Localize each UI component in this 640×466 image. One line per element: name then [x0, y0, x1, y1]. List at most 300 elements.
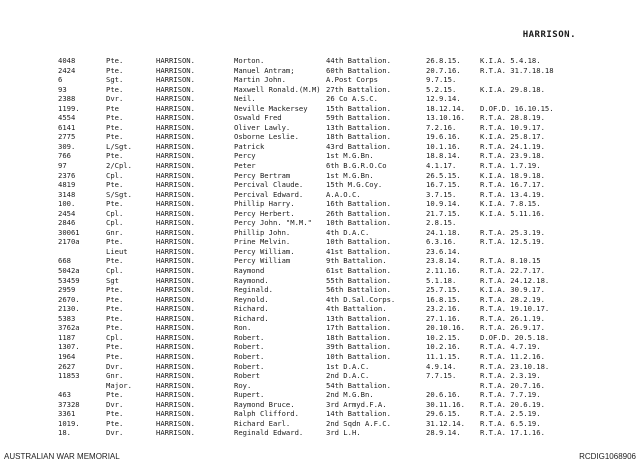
surname: HARRISON. [156, 399, 195, 409]
list-item [58, 75, 606, 85]
enlistment-date: 25.7.15. [426, 285, 461, 295]
unit: 10th Battalion. [326, 237, 391, 247]
unit: 14th Battalion. [326, 409, 391, 419]
rank: S/Sgt. [106, 189, 132, 199]
rank: Pte. [106, 390, 124, 400]
rank: Pte. [106, 122, 124, 132]
enlistment-date: 18.12.14. [426, 103, 465, 113]
surname: HARRISON. [156, 380, 195, 390]
given-names: Raymond [234, 266, 265, 276]
enlistment-date: 26.8.15. [426, 56, 461, 65]
service-number: 53459 [58, 275, 80, 285]
fate: R.T.A. 23.10.18. [480, 361, 550, 371]
surname: HARRISON. [156, 94, 195, 104]
surname: HARRISON. [156, 199, 195, 209]
fate: R.T.A. 10.9.17. [480, 122, 545, 132]
rank: Dvr. [106, 399, 124, 409]
enlistment-date: 7.7.15. [426, 371, 457, 381]
given-names: Maxwell Ronald.(M.M) [234, 84, 321, 94]
service-number: 2130. [58, 304, 80, 314]
surname: HARRISON. [156, 313, 195, 323]
given-names: Manuel Antram; [234, 65, 295, 75]
service-number: 6141 [58, 122, 76, 132]
given-names: Roy. [234, 380, 252, 390]
list-item [58, 323, 606, 333]
list-item [58, 237, 606, 247]
service-number: 4048 [58, 56, 76, 65]
enlistment-date: 10.9.14. [426, 199, 461, 209]
surname: HARRISON. [156, 132, 195, 142]
rank: Pte. [106, 418, 124, 428]
service-number: 30061 [58, 227, 80, 237]
list-item [58, 400, 606, 410]
rank: Cpl. [106, 266, 124, 276]
unit: 18th Battalion. [326, 332, 391, 342]
list-item [58, 161, 606, 171]
service-number: 766 [58, 151, 71, 161]
fate: R.T.A. 19.10.17. [480, 304, 550, 314]
rank: Sgt. [106, 75, 124, 85]
enlistment-date: 24.1.18. [426, 227, 461, 237]
list-item [58, 85, 606, 95]
fate: R.T.A. 20.6.19. [480, 399, 545, 409]
service-number: 5383 [58, 313, 76, 323]
list-item [58, 295, 606, 305]
fate: D.OF.D. 20.5.18. [480, 332, 550, 342]
surname: HARRISON. [156, 418, 195, 428]
unit: 3rd L.H. [326, 428, 361, 438]
fate: R.T.A. 24.1.19. [480, 141, 545, 151]
unit: A.Post Corps [326, 75, 378, 85]
surname: HARRISON. [156, 428, 195, 438]
service-number: 18. [58, 428, 71, 438]
enlistment-date: 20.10.16. [426, 323, 465, 333]
fate: R.T.A. 6.5.19. [480, 418, 541, 428]
unit: 2nd D.A.C. [326, 371, 370, 381]
rank: Major. [106, 380, 132, 390]
unit: 44th Battalion. [326, 56, 391, 65]
list-item [58, 247, 606, 257]
service-number: 5042a [58, 266, 80, 276]
enlistment-date: 7.2.16. [426, 122, 457, 132]
fate: R.T.A. 2.5.19. [480, 409, 541, 419]
given-names: Ron. [234, 323, 252, 333]
rank: Pte. [106, 342, 124, 352]
rank: Pte. [106, 323, 124, 333]
enlistment-date: 23.8.14. [426, 256, 461, 266]
unit: 3rd Armyd.F.A. [326, 399, 387, 409]
rank: Pte. [106, 65, 124, 75]
rank: Pte. [106, 180, 124, 190]
rank: Pte [106, 103, 119, 113]
surname: HARRISON. [156, 189, 195, 199]
enlistment-date: 20.6.16. [426, 390, 461, 400]
service-number: 1964 [58, 351, 76, 361]
service-number: 3148 [58, 189, 76, 199]
fate: R.T.A. 20.7.16. [480, 380, 545, 390]
enlistment-date: 28.9.14. [426, 428, 461, 438]
given-names: Morton. [234, 56, 265, 65]
rank: Dvr. [106, 361, 124, 371]
service-number: 2627 [58, 361, 76, 371]
fate: R.T.A. 28.8.19. [480, 113, 545, 123]
service-number: 1199. [58, 103, 80, 113]
fate: K.I.A. 18.9.18. [480, 170, 545, 180]
surname: HARRISON. [156, 237, 195, 247]
fate: R.T.A. 16.7.17. [480, 180, 545, 190]
fate: K.I.A. 7.8.15. [480, 199, 541, 209]
rank: Dvr. [106, 428, 124, 438]
unit: 4th Battalion. [326, 304, 387, 314]
enlistment-date: 2.8.15. [426, 218, 457, 228]
list-item [58, 304, 606, 314]
list-item [58, 371, 606, 381]
unit: 61st Battalion. [326, 266, 391, 276]
unit: 26 Co A.S.C. [326, 94, 378, 104]
service-number: 11853 [58, 371, 80, 381]
given-names: Patrick [234, 141, 265, 151]
surname: HARRISON. [156, 113, 195, 123]
unit: 43rd Battalion. [326, 141, 391, 151]
list-item [58, 256, 606, 266]
fate: R.T.A. 7.7.19. [480, 390, 541, 400]
list-item [58, 132, 606, 142]
service-number: 1019. [58, 418, 80, 428]
given-names: Phillip Harry. [234, 199, 295, 209]
surname: HARRISON. [156, 285, 195, 295]
given-names: Raymond. [234, 275, 269, 285]
list-item [58, 94, 606, 104]
surname: HARRISON. [156, 256, 195, 266]
unit: 18th Battalion. [326, 132, 391, 142]
surname: HARRISON. [156, 208, 195, 218]
surname: HARRISON. [156, 56, 195, 65]
given-names: Oliver Lawly. [234, 122, 291, 132]
unit: 2nd Sqdn A.F.C. [326, 418, 391, 428]
list-item [58, 342, 606, 352]
unit: 13th Battalion. [326, 313, 391, 323]
fate: R.T.A. 22.7.17. [480, 266, 545, 276]
fate: K.I.A. 25.8.17. [480, 132, 545, 142]
enlistment-date: 23.6.14. [426, 246, 461, 256]
service-number: 309. [58, 141, 76, 151]
enlistment-date: 16.8.15. [426, 294, 461, 304]
enlistment-date: 12.9.14. [426, 94, 461, 104]
service-number: 93 [58, 84, 67, 94]
list-item [58, 333, 606, 343]
given-names: Percy William. [234, 246, 295, 256]
unit: 55th Battalion. [326, 275, 391, 285]
fate: R.T.A. 11.2.16. [480, 351, 545, 361]
list-item [58, 151, 606, 161]
service-number: 2775 [58, 132, 76, 142]
list-item [58, 142, 606, 152]
surname: HARRISON. [156, 390, 195, 400]
given-names: Reginald. [234, 285, 273, 295]
enlistment-date: 26.5.15. [426, 170, 461, 180]
surname: HARRISON. [156, 161, 195, 171]
given-names: Percy John. "M.M." [234, 218, 312, 228]
surname: HARRISON. [156, 180, 195, 190]
unit: 41st Battalion. [326, 246, 391, 256]
fate: R.T.A. 17.1.16. [480, 428, 545, 438]
rank: Pte. [106, 151, 124, 161]
unit: 6th B.G.R.O.Co [326, 161, 387, 171]
fate: R.T.A. 24.12.18. [480, 275, 550, 285]
rank: Dvr. [106, 94, 124, 104]
unit: 39th Battalion. [326, 342, 391, 352]
enlistment-date: 19.6.16. [426, 132, 461, 142]
unit: 1st M.G.Bn. [326, 170, 374, 180]
surname: HARRISON. [156, 141, 195, 151]
enlistment-date: 16.7.15. [426, 180, 461, 190]
enlistment-date: 21.7.15. [426, 208, 461, 218]
list-item [58, 171, 606, 181]
given-names: Percy [234, 151, 256, 161]
given-names: Robert. [234, 361, 265, 371]
unit: 27th Battalion. [326, 84, 391, 94]
enlistment-date: 18.8.14. [426, 151, 461, 161]
enlistment-date: 4.1.17. [426, 161, 457, 171]
given-names: Rupert. [234, 390, 265, 400]
rank: Pte. [106, 113, 124, 123]
surname: HARRISON. [156, 103, 195, 113]
unit: 60th Battalion. [326, 65, 391, 75]
surname: HARRISON. [156, 75, 195, 85]
list-item [58, 190, 606, 200]
surname: HARRISON. [156, 371, 195, 381]
unit: 13th Battalion. [326, 122, 391, 132]
fate: R.T.A. 28.2.19. [480, 294, 545, 304]
fate: R.T.A. 26.9.17. [480, 323, 545, 333]
list-item [58, 390, 606, 400]
rank: Pte. [106, 132, 124, 142]
surname: HARRISON. [156, 218, 195, 228]
surname: HARRISON. [156, 342, 195, 352]
list-item [58, 199, 606, 209]
unit: 10th Battalion. [326, 351, 391, 361]
list-item [58, 352, 606, 362]
enlistment-date: 9.7.15. [426, 75, 457, 85]
page-title: HARRISON. [522, 30, 576, 40]
list-item [58, 228, 606, 238]
given-names: Robert. [234, 351, 265, 361]
given-names: Raymond Bruce. [234, 399, 295, 409]
fate: R.T.A. 12.5.19. [480, 237, 545, 247]
enlistment-date: 5.2.15. [426, 84, 457, 94]
surname: HARRISON. [156, 332, 195, 342]
surname: HARRISON. [156, 84, 195, 94]
enlistment-date: 3.7.15. [426, 189, 457, 199]
rank: Gnr. [106, 227, 124, 237]
list-item [58, 362, 606, 372]
fate: K.I.A. 29.8.18. [480, 84, 545, 94]
enlistment-date: 10.1.16. [426, 141, 461, 151]
rank: L/Sgt. [106, 141, 132, 151]
enlistment-date: 29.6.15. [426, 409, 461, 419]
fate: K.I.A. 30.9.17. [480, 285, 545, 295]
unit: A.A.O.C. [326, 189, 361, 199]
surname: HARRISON. [156, 304, 195, 314]
rank: Pte. [106, 256, 124, 266]
enlistment-date: 31.12.14. [426, 418, 465, 428]
list-item [58, 209, 606, 219]
unit: 10th Battalion. [326, 218, 391, 228]
rank: Sgt [106, 275, 119, 285]
service-number: 2388 [58, 94, 76, 104]
fate: K.I.A. 5.4.18. [480, 56, 541, 65]
surname: HARRISON. [156, 227, 195, 237]
rank: Pte. [106, 313, 124, 323]
rank: Pte. [106, 294, 124, 304]
given-names: Percy William [234, 256, 291, 266]
given-names: Osborne Leslie. [234, 132, 299, 142]
given-names: Percy Herbert. [234, 208, 295, 218]
surname: HARRISON. [156, 361, 195, 371]
unit: 1st M.G.Bn. [326, 151, 374, 161]
enlistment-date: 10.2.16. [426, 342, 461, 352]
list-item [58, 180, 606, 190]
unit: 15th Battalion. [326, 103, 391, 113]
given-names: Reynold. [234, 294, 269, 304]
rank: Pte. [106, 409, 124, 419]
rank: Pte. [106, 56, 124, 65]
fate: D.OF.D. 16.10.15. [480, 103, 554, 113]
unit: 59th Battalion. [326, 113, 391, 123]
fate: R.T.A. 2.3.19. [480, 371, 541, 381]
service-number: 463 [58, 390, 71, 400]
service-number: 97 [58, 161, 67, 171]
enlistment-date: 23.2.16. [426, 304, 461, 314]
list-item [58, 113, 606, 123]
enlistment-date: 13.10.16. [426, 113, 465, 123]
footer-institution: AUSTRALIAN WAR MEMORIAL [4, 452, 120, 461]
list-item [58, 419, 606, 429]
surname: HARRISON. [156, 275, 195, 285]
given-names: Phillip John. [234, 227, 291, 237]
rank: Cpl. [106, 332, 124, 342]
rank: Pte. [106, 285, 124, 295]
rank: Pte. [106, 237, 124, 247]
rank: Pte. [106, 351, 124, 361]
given-names: Robert. [234, 332, 265, 342]
service-number: 2454 [58, 208, 76, 218]
list-item [58, 104, 606, 114]
unit: 9th Battalion. [326, 256, 387, 266]
nominal-roll-list [58, 56, 606, 438]
unit: 17th Battalion. [326, 323, 391, 333]
given-names: Percival Claude. [234, 180, 304, 190]
service-number: 2846 [58, 218, 76, 228]
given-names: Richard. [234, 304, 269, 314]
service-number: 2670. [58, 294, 80, 304]
list-item [58, 276, 606, 286]
unit: 4th D.Sal.Corps. [326, 294, 396, 304]
surname: HARRISON. [156, 65, 195, 75]
list-item [58, 314, 606, 324]
rank: Cpl. [106, 218, 124, 228]
given-names: Ralph Clifford. [234, 409, 299, 419]
rank: Pte. [106, 199, 124, 209]
surname: HARRISON. [156, 351, 195, 361]
unit: 26th Battalion. [326, 208, 391, 218]
service-number: 2959 [58, 285, 76, 295]
given-names: Prine Melvin. [234, 237, 291, 247]
enlistment-date: 30.11.16. [426, 399, 465, 409]
given-names: Martin John. [234, 75, 286, 85]
list-item [58, 66, 606, 76]
fate: K.I.A. 5.11.16. [480, 208, 545, 218]
rank: 2/Cpl. [106, 161, 132, 171]
list-item [58, 285, 606, 295]
footer-record-id: RCDIG1068906 [579, 452, 636, 461]
list-item [58, 218, 606, 228]
rank: Cpl. [106, 208, 124, 218]
service-number: 100. [58, 199, 76, 209]
unit: 56th Battalion. [326, 285, 391, 295]
given-names: Richard. [234, 313, 269, 323]
enlistment-date: 20.7.16. [426, 65, 461, 75]
fate: R.T.A. 25.3.19. [480, 227, 545, 237]
surname: HARRISON. [156, 246, 195, 256]
service-number: 3762a [58, 323, 80, 333]
surname: HARRISON. [156, 294, 195, 304]
fate: R.T.A. 4.7.19. [480, 342, 541, 352]
given-names: Neville Mackersey [234, 103, 308, 113]
service-number: 4554 [58, 113, 76, 123]
service-number: 2170a [58, 237, 80, 247]
enlistment-date: 6.3.16. [426, 237, 457, 247]
service-number: 2424 [58, 65, 76, 75]
fate: R.T.A. 8.10.15 [480, 256, 541, 266]
surname: HARRISON. [156, 266, 195, 276]
list-item [58, 409, 606, 419]
enlistment-date: 10.2.15. [426, 332, 461, 342]
fate: R.T.A. 1.7.19. [480, 161, 541, 171]
fate: R.T.A. 26.1.19. [480, 313, 545, 323]
enlistment-date: 2.11.16. [426, 266, 461, 276]
list-item [58, 428, 606, 438]
surname: HARRISON. [156, 323, 195, 333]
list-item [58, 56, 606, 66]
service-number: 1307. [58, 342, 80, 352]
rank: Gnr. [106, 371, 124, 381]
service-number: 6 [58, 75, 63, 85]
given-names: Peter [234, 161, 256, 171]
rank: Pte. [106, 84, 124, 94]
fate: R.T.A. 13.4.19. [480, 189, 545, 199]
surname: HARRISON. [156, 151, 195, 161]
rank: Cpl. [106, 170, 124, 180]
unit: 1st D.A.C. [326, 361, 370, 371]
rank: Pte. [106, 304, 124, 314]
given-names: Reginald Edward. [234, 428, 304, 438]
given-names: Robert. [234, 342, 265, 352]
unit: 54th Battalion. [326, 380, 391, 390]
enlistment-date: 4.9.14. [426, 361, 457, 371]
list-item [58, 123, 606, 133]
fate: R.T.A. 31.7.18.18 [480, 65, 554, 75]
given-names: Robert [234, 371, 260, 381]
surname: HARRISON. [156, 122, 195, 132]
unit: 15th M.G.Coy. [326, 180, 383, 190]
given-names: Oswald Fred [234, 113, 282, 123]
surname: HARRISON. [156, 409, 195, 419]
enlistment-date: 27.1.16. [426, 313, 461, 323]
service-number: 4819 [58, 180, 76, 190]
service-number: 1187 [58, 332, 76, 342]
given-names: Richard Earl. [234, 418, 291, 428]
